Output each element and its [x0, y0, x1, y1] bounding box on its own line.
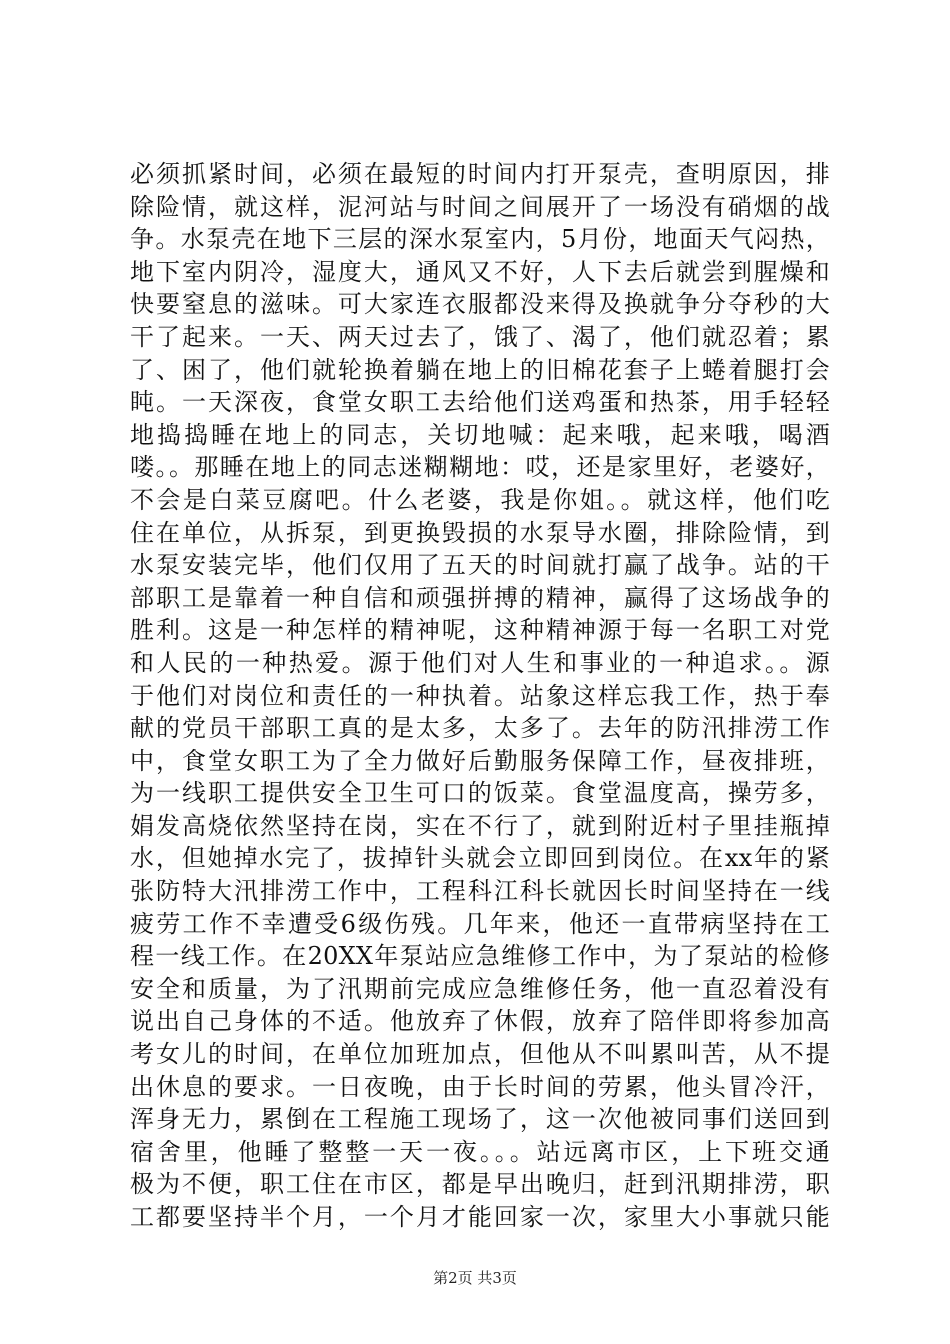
- text-line: 胜利。这是一种怎样的精神呢，这种精神源于每一名职工对党: [130, 616, 830, 645]
- text-line: 和人民的一种热爱。源于他们对人生和事业的一种追求。。源: [130, 648, 830, 677]
- text-line: 干了起来。一天、两天过去了，饿了、渴了，他们就忍着；累: [130, 322, 830, 351]
- text-line: 喽。。那睡在地上的同志迷糊糊地：哎，还是家里好，老婆好，: [130, 453, 830, 482]
- text-line: 除险情，就这样，泥河站与时间之间展开了一场没有硝烟的战: [130, 192, 830, 221]
- text-line: 争。水泵壳在地下三层的深水泵室内，5月份，地面天气闷热，: [130, 225, 830, 254]
- text-line: 水，但她掉水完了，拔掉针头就会立即回到岗位。在xx年的紧: [130, 844, 830, 873]
- text-line: 出休息的要求。一日夜晚，由于长时间的劳累，他头冒冷汗，: [130, 1072, 830, 1101]
- text-line: 宿舍里，他睡了整整一天一夜。。。站远离市区，上下班交通: [130, 1137, 830, 1166]
- text-line: 安全和质量，为了汛期前完成应急维修任务，他一直忍着没有: [130, 974, 830, 1003]
- text-line: 为一线职工提供安全卫生可口的饭菜。食堂温度高，操劳多，: [130, 779, 830, 808]
- text-line: 疲劳工作不幸遭受6级伤残。几年来，他还一直带病坚持在工: [130, 909, 830, 938]
- text-line: 说出自己身体的不适。他放弃了休假，放弃了陪伴即将参加高: [130, 1007, 830, 1036]
- text-line: 于他们对岗位和责任的一种执着。站象这样忘我工作，热于奉: [130, 681, 830, 710]
- text-line: 浑身无力，累倒在工程施工现场了，这一次他被同事们送回到: [130, 1105, 830, 1134]
- text-line: 张防特大汛排涝工作中，工程科江科长就因长时间坚持在一线: [130, 877, 830, 906]
- text-line: 娟发高烧依然坚持在岗，实在不行了，就到附近村子里挂瓶掉: [130, 811, 830, 840]
- text-line: 盹。一天深夜，食堂女职工去给他们送鸡蛋和热茶，用手轻轻: [130, 388, 830, 417]
- text-line: 部职工是靠着一种自信和顽强拼搏的精神，赢得了这场战争的: [130, 583, 830, 612]
- text-line: 中，食堂女职工为了全力做好后勤服务保障工作，昼夜排班，: [130, 746, 830, 775]
- text-line: 地下室内阴冷，湿度大，通风又不好，人下去后就尝到腥燥和: [130, 257, 830, 286]
- page-footer: 第2页 共3页: [433, 1269, 517, 1287]
- text-line: 程一线工作。在20XX年泵站应急维修工作中，为了泵站的检修: [130, 942, 830, 971]
- body-text: [130, 158, 830, 1234]
- text-line: 工都要坚持半个月，一个月才能回家一次，家里大小事就只能: [130, 1203, 830, 1231]
- text-line: 快要窒息的滋味。可大家连衣服都没来得及换就争分夺秒的大: [130, 290, 830, 319]
- text-line: 考女儿的时间，在单位加班加点，但他从不叫累叫苦，从不提: [130, 1040, 830, 1069]
- text-line: 水泵安装完毕，他们仅用了五天的时间就打赢了战争。站的干: [130, 551, 830, 580]
- text-line: 极为不便，职工住在市区，都是早出晚归，赶到汛期排涝，职: [130, 1170, 830, 1199]
- text-line: 必须抓紧时间，必须在最短的时间内打开泵壳，查明原因，排: [130, 160, 830, 188]
- text-line: 地捣捣睡在地上的同志，关切地喊：起来哦，起来哦，喝酒: [130, 420, 830, 449]
- text-line: 献的党员干部职工真的是太多，太多了。去年的防汛排涝工作: [130, 714, 830, 743]
- text-line: 了、困了，他们就轮换着躺在地上的旧棉花套子上蜷着腿打会: [130, 355, 830, 384]
- text-line: 不会是白菜豆腐吧。什么老婆，我是你姐。。就这样，他们吃: [130, 485, 830, 514]
- text-line: 住在单位，从拆泵，到更换毁损的水泵导水圈，排除险情，到: [130, 518, 830, 547]
